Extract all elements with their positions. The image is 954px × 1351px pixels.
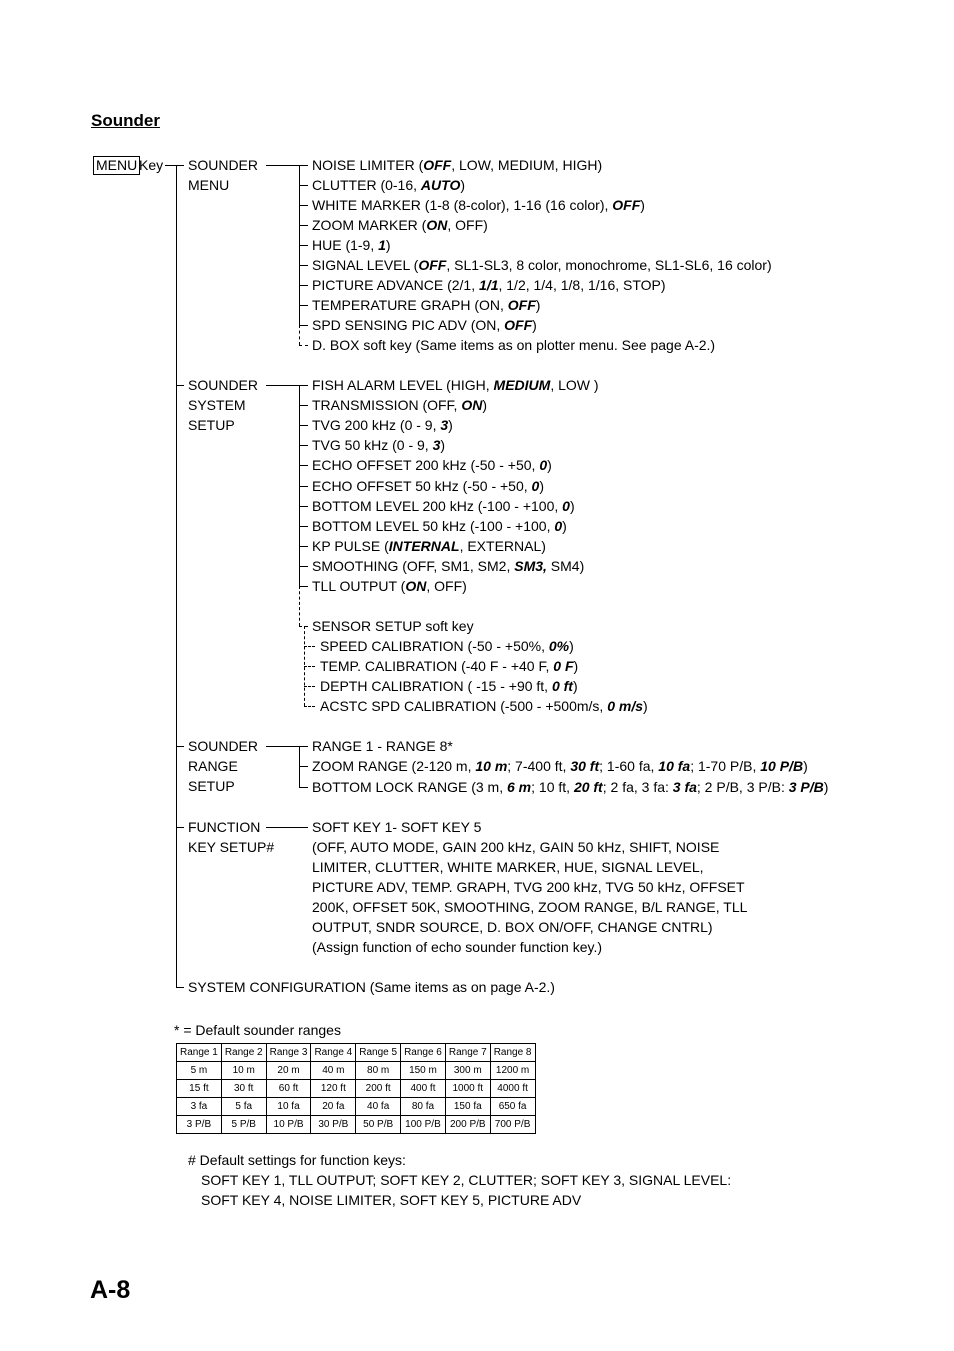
- ranges-header-cell: Range 6: [401, 1044, 446, 1062]
- system-setup-item: [312, 497, 575, 515]
- sounder-menu-item-default: AUTO: [420, 177, 461, 193]
- sounder-menu-item-text: HUE (1-9,: [312, 237, 379, 253]
- system-setup-item-text: TLL OUTPUT (: [312, 578, 406, 594]
- range-setup-label-line: SETUP: [188, 778, 235, 794]
- sensor-item: [320, 677, 578, 695]
- system-setup-tick: [299, 486, 308, 487]
- default-ranges-table: [176, 1043, 536, 1134]
- sounder-menu-tick: [299, 245, 308, 246]
- ranges-cell: 20 fa: [311, 1098, 356, 1116]
- system-setup-tick: [299, 425, 308, 426]
- function-key-connector: [266, 827, 308, 828]
- sensor-item-default: 0 F: [553, 658, 574, 674]
- function-note-line-2: SOFT KEY 4, NOISE LIMITER, SOFT KEY 5, PICTURE ADV: [201, 1192, 582, 1208]
- system-setup-item-text: ): [547, 457, 552, 474]
- ranges-row: [177, 1080, 536, 1098]
- bottom-lock-range-item-segment: ; 2 P/B, 3 P/B:: [696, 779, 789, 795]
- bottom-lock-range-item-segment: 3 P/B: [788, 779, 824, 795]
- branch-range-setup: [176, 746, 184, 747]
- bottom-lock-range-item: [312, 778, 828, 796]
- sounder-menu-item-text: TEMPERATURE GRAPH (ON,: [312, 297, 508, 313]
- zoom-range-item-segment: ; 1-70 P/B,: [690, 758, 761, 774]
- sounder-menu-item: [312, 156, 602, 174]
- system-setup-tick: [299, 546, 308, 547]
- system-setup-item-text: ): [539, 477, 544, 494]
- ranges-cell: 10 fa: [266, 1098, 311, 1116]
- system-setup-item-default: MEDIUM: [493, 377, 551, 393]
- range-tick: [299, 787, 308, 788]
- system-setup-dashed-trunk: [299, 586, 300, 626]
- ranges-row: [177, 1062, 536, 1080]
- system-setup-item-default: 0: [531, 477, 540, 494]
- function-key-line: 200K, OFFSET 50K, SMOOTHING, ZOOM RANGE, B/L RANGE, TLL: [312, 899, 748, 915]
- sounder-menu-tick: [299, 265, 308, 266]
- ranges-header-cell: Range 1: [177, 1044, 222, 1062]
- sensor-item: [320, 697, 648, 715]
- system-setup-tick: [299, 526, 308, 527]
- main-tree-trunk: [176, 165, 177, 987]
- ranges-header-cell: Range 4: [311, 1044, 356, 1062]
- system-setup-item-text: ECHO OFFSET 50 kHz (-50 - +50,: [312, 477, 532, 494]
- zoom-range-item-segment: 30 ft: [570, 758, 600, 774]
- sounder-menu-item-default: OFF: [423, 157, 452, 173]
- sensor-tick: [304, 646, 315, 647]
- ranges-header-row: [177, 1044, 536, 1062]
- bottom-lock-range-item-segment: 20 ft: [573, 779, 603, 795]
- ranges-cell: 3 fa: [177, 1098, 222, 1116]
- system-setup-item-text: SM4): [546, 557, 585, 574]
- sounder-menu-item-text: WHITE MARKER (1-8 (8-color), 1-16 (16 color),: [312, 197, 613, 213]
- ranges-cell: 100 P/B: [401, 1116, 446, 1134]
- ranges-header-cell: Range 2: [221, 1044, 266, 1062]
- sounder-menu-item-default: OFF: [612, 197, 641, 213]
- branch-system-config: [176, 987, 184, 988]
- ranges-cell: 300 m: [445, 1062, 490, 1080]
- sounder-menu-tick: [299, 185, 308, 186]
- system-setup-tick: [299, 506, 308, 507]
- system-setup-item-text: ): [440, 437, 446, 454]
- system-setup-item-text: TVG 200 kHz (0 - 9,: [312, 417, 441, 434]
- range-setup-label-line: RANGE: [188, 758, 238, 774]
- ranges-cell: 5 P/B: [221, 1116, 266, 1134]
- function-key-label-line: FUNCTION: [188, 819, 261, 835]
- sounder-menu-item-text: ZOOM MARKER (: [312, 217, 427, 233]
- range-tick: [299, 766, 308, 767]
- sounder-menu-item: [312, 316, 537, 334]
- system-setup-item-text: ): [569, 497, 575, 514]
- ranges-cell: 120 ft: [311, 1080, 356, 1098]
- zoom-range-item-segment: ZOOM RANGE (2-120 m,: [312, 758, 476, 774]
- ranges-cell: 1000 ft: [445, 1080, 490, 1098]
- menu-key-suffix: Key: [139, 157, 164, 173]
- ranges-cell: 80 m: [356, 1062, 401, 1080]
- system-setup-item-text: SMOOTHING (OFF, SM1, SM2,: [312, 557, 515, 574]
- sounder-menu-item-text: PICTURE ADVANCE (2/1,: [312, 277, 480, 293]
- page-number: A-8: [90, 1276, 131, 1304]
- system-setup-label-line: SYSTEM: [188, 397, 246, 413]
- ranges-cell: 20 m: [266, 1062, 311, 1080]
- sounder-menu-label-line: SOUNDER: [188, 157, 259, 173]
- system-setup-item-text: TVG 50 kHz (0 - 9,: [312, 437, 433, 454]
- ranges-cell: 700 P/B: [490, 1116, 535, 1134]
- system-setup-item-text: ECHO OFFSET 200 kHz (-50 - +50,: [312, 457, 540, 474]
- sensor-item-default: 0 ft: [551, 678, 573, 694]
- sounder-menu-item: [312, 296, 540, 314]
- sounder-menu-tick: [299, 305, 308, 306]
- sensor-item-text: ): [569, 638, 574, 654]
- sensor-setup-title: SENSOR SETUP soft key: [312, 618, 474, 634]
- sensor-tick: [304, 706, 315, 707]
- bottom-lock-range-item-segment: ): [823, 779, 829, 795]
- zoom-range-item-segment: ; 1-60 fa,: [599, 758, 659, 774]
- system-setup-item-default: 3: [440, 417, 449, 434]
- sensor-item-text: ): [643, 698, 648, 714]
- system-setup-item-text: , OFF): [426, 578, 467, 594]
- sounder-menu-tick: [299, 345, 308, 346]
- sounder-menu-item-text: ): [460, 177, 466, 193]
- sounder-menu-item-text: ): [535, 297, 541, 313]
- branch-system-setup: [176, 385, 184, 386]
- sensor-item: [320, 637, 574, 655]
- ranges-cell: 3 P/B: [177, 1116, 222, 1134]
- sounder-menu-item: [312, 336, 715, 354]
- sounder-menu-item-text: ): [532, 317, 537, 333]
- ranges-cell: 1200 m: [490, 1062, 535, 1080]
- sensor-tick: [304, 686, 315, 687]
- system-setup-item-default: ON: [405, 578, 427, 594]
- system-setup-tick: [299, 445, 308, 446]
- system-setup-item-text: , EXTERNAL): [459, 537, 546, 554]
- ranges-cell: 40 m: [311, 1062, 356, 1080]
- range-item: RANGE 1 - RANGE 8*: [312, 738, 453, 754]
- sensor-item-text: DEPTH CALIBRATION ( -15 - +90 ft,: [320, 678, 552, 694]
- sounder-menu-item-text: NOISE LIMITER (: [312, 157, 424, 173]
- system-setup-tick: [299, 465, 308, 466]
- sensor-tick: [304, 666, 315, 667]
- range-setup-label-line: SOUNDER: [188, 738, 259, 754]
- system-setup-item-default: INTERNAL: [388, 537, 460, 554]
- sounder-menu-item: [312, 196, 645, 214]
- section-title: Sounder: [91, 111, 160, 130]
- ranges-row: [177, 1116, 536, 1134]
- sounder-menu-item-default: OFF: [507, 297, 536, 313]
- system-setup-item: [312, 376, 599, 394]
- sounder-menu-tick: [299, 165, 308, 166]
- sounder-menu-item-default: ON: [426, 217, 448, 233]
- sounder-menu-item: [312, 176, 465, 194]
- system-setup-item-text: BOTTOM LEVEL 50 kHz (-100 - +100,: [312, 517, 555, 534]
- ranges-cell: 650 fa: [490, 1098, 535, 1116]
- system-setup-item-text: KP PULSE (: [312, 537, 389, 554]
- zoom-range-item-segment: 10 P/B: [760, 758, 804, 774]
- sounder-menu-item: [312, 276, 666, 294]
- sensor-item-text: TEMP. CALIBRATION (-40 F - +40 F,: [320, 658, 554, 674]
- sounder-menu-item-text: SIGNAL LEVEL (: [312, 257, 419, 273]
- sounder-menu-item-text: ): [385, 237, 391, 253]
- sounder-menu-item-text: ): [640, 197, 645, 213]
- sounder-menu-item-text: , SL1-SL3, 8 color, monochrome, SL1-SL6, 16 color): [446, 257, 772, 273]
- ranges-cell: 10 m: [221, 1062, 266, 1080]
- sounder-menu-dashed-trunk: [299, 325, 300, 345]
- ranges-header-cell: Range 7: [445, 1044, 490, 1062]
- ranges-cell: 4000 ft: [490, 1080, 535, 1098]
- zoom-range-item-segment: 10 m: [475, 758, 508, 774]
- branch-function-key: [176, 827, 184, 828]
- sounder-menu-item-text: , 1/2, 1/4, 1/8, 1/16, STOP): [498, 277, 666, 293]
- system-setup-item: [312, 456, 552, 474]
- ranges-cell: 30 ft: [221, 1080, 266, 1098]
- zoom-range-item-segment: ; 7-400 ft,: [507, 758, 571, 774]
- function-note-title: # Default settings for function keys:: [188, 1152, 406, 1168]
- sensor-item-text: SPEED CALIBRATION (-50 - +50%,: [320, 638, 549, 654]
- function-key-line: PICTURE ADV, TEMP. GRAPH, TVG 200 kHz, TVG 50 kHz, OFFSET: [312, 879, 745, 895]
- system-setup-item: [312, 416, 453, 434]
- zoom-range-item-segment: 10 fa: [658, 758, 691, 774]
- system-setup-item: [312, 557, 584, 575]
- bottom-lock-range-item-segment: ; 10 ft,: [531, 779, 574, 795]
- sensor-item-default: 0%: [548, 638, 570, 654]
- system-setup-item-default: 0: [539, 457, 548, 474]
- system-setup-item-default: 3: [432, 437, 441, 454]
- ranges-cell: 15 ft: [177, 1080, 222, 1098]
- ranges-cell: 80 fa: [401, 1098, 446, 1116]
- system-setup-tick: [299, 385, 308, 386]
- sounder-menu-label-line: MENU: [188, 177, 230, 193]
- ranges-cell: 10 P/B: [266, 1116, 311, 1134]
- sounder-menu-item: [312, 256, 772, 274]
- system-setup-item-text: TRANSMISSION (OFF,: [312, 397, 462, 414]
- ranges-cell: 60 ft: [266, 1080, 311, 1098]
- sounder-menu-tick: [299, 205, 308, 206]
- sensor-item-text: ): [573, 658, 579, 674]
- bottom-lock-range-item-segment: 6 m: [507, 779, 532, 795]
- sounder-menu-tick: [299, 225, 308, 226]
- function-key-line: (OFF, AUTO MODE, GAIN 200 kHz, GAIN 50 kHz, SHIFT, NOISE: [312, 839, 720, 855]
- ranges-cell: 40 fa: [356, 1098, 401, 1116]
- ranges-cell: 200 P/B: [445, 1116, 490, 1134]
- system-setup-item-text: , LOW ): [550, 377, 599, 393]
- bottom-lock-range-item-segment: ; 2 fa, 3 fa:: [602, 779, 673, 795]
- ranges-header-cell: Range 5: [356, 1044, 401, 1062]
- sounder-menu-item-text: , LOW, MEDIUM, HIGH): [451, 157, 603, 173]
- system-setup-item-text: ): [448, 417, 453, 434]
- sounder-menu-tick: [299, 325, 308, 326]
- sounder-menu-item: [312, 216, 488, 234]
- system-setup-item-default: 0: [554, 517, 563, 534]
- system-setup-label-line: SOUNDER: [188, 377, 259, 393]
- sounder-menu-item-default: OFF: [504, 317, 533, 333]
- function-key-line: OUTPUT, SNDR SOURCE, D. BOX ON/OFF, CHANGE CNTRL): [312, 919, 713, 935]
- sensor-item-text: ACSTC SPD CALIBRATION (-500 - +500m/s,: [320, 698, 608, 714]
- system-setup-label-line: SETUP: [188, 417, 235, 433]
- system-setup-item: [312, 537, 546, 555]
- zoom-range-item: [312, 757, 808, 775]
- function-key-line: (Assign function of echo sounder function key.): [312, 939, 603, 955]
- branch-sounder-menu: [176, 165, 184, 166]
- sounder-menu-item-default: OFF: [418, 257, 447, 273]
- system-setup-item-text: FISH ALARM LEVEL (HIGH,: [312, 377, 494, 393]
- function-key-label-line: KEY SETUP#: [188, 839, 275, 855]
- system-setup-item-text: ): [562, 517, 567, 534]
- ranges-cell: 30 P/B: [311, 1116, 356, 1134]
- menu-key-box: MENU: [93, 156, 140, 175]
- system-setup-item-default: ON: [461, 397, 483, 414]
- ranges-cell: 5 m: [177, 1062, 222, 1080]
- sounder-menu-item-text: D. BOX soft key (Same items as on plotter menu. See page A-2.): [312, 337, 716, 353]
- system-setup-item-text: ): [482, 397, 488, 414]
- system-setup-item: [312, 577, 467, 595]
- zoom-range-item-segment: ): [803, 758, 808, 774]
- system-setup-item: [312, 517, 567, 535]
- range-setup-connector: [266, 746, 308, 747]
- system-setup-tick: [299, 566, 308, 567]
- system-setup-item: [312, 477, 544, 495]
- sounder-menu-tick: [299, 285, 308, 286]
- sounder-menu-item-default: 1/1: [479, 277, 499, 293]
- ranges-cell: 200 ft: [356, 1080, 401, 1098]
- ranges-cell: 50 P/B: [356, 1116, 401, 1134]
- ranges-header-cell: Range 8: [490, 1044, 535, 1062]
- system-setup-item-text: BOTTOM LEVEL 200 kHz (-100 - +100,: [312, 497, 563, 514]
- bottom-lock-range-item-segment: 3 fa: [672, 779, 697, 795]
- bottom-lock-range-item-segment: BOTTOM LOCK RANGE (3 m,: [312, 779, 507, 795]
- ranges-cell: 5 fa: [221, 1098, 266, 1116]
- system-setup-item: [312, 396, 487, 414]
- function-key-line: LIMITER, CLUTTER, WHITE MARKER, HUE, SIGNAL LEVEL,: [312, 859, 704, 875]
- system-setup-item-default: SM3,: [514, 557, 547, 574]
- ranges-note: * = Default sounder ranges: [174, 1022, 341, 1038]
- function-note-line-1: SOFT KEY 1, TLL OUTPUT; SOFT KEY 2, CLUTTER; SOFT KEY 3, SIGNAL LEVEL:: [201, 1172, 732, 1188]
- ranges-row: [177, 1098, 536, 1116]
- sensor-item: [320, 657, 578, 675]
- sounder-menu-item-text: SPD SENSING PIC ADV (ON,: [312, 317, 505, 333]
- sounder-menu-item-default: 1: [378, 237, 386, 253]
- sounder-menu-item-text: , OFF): [447, 217, 488, 233]
- ranges-cell: 150 fa: [445, 1098, 490, 1116]
- sounder-menu-item: [312, 236, 391, 254]
- function-key-line: SOFT KEY 1- SOFT KEY 5: [312, 819, 482, 835]
- ranges-cell: 400 ft: [401, 1080, 446, 1098]
- ranges-cell: 150 m: [401, 1062, 446, 1080]
- system-configuration-item: SYSTEM CONFIGURATION (Same items as on page A-2.): [188, 979, 555, 995]
- system-setup-tick: [299, 586, 308, 587]
- system-setup-item-default: 0: [562, 497, 570, 514]
- system-setup-tick: [299, 405, 308, 406]
- system-setup-item: [312, 436, 445, 454]
- sounder-menu-item-text: CLUTTER (0-16,: [312, 177, 421, 193]
- sensor-item-default: 0 m/s: [607, 698, 644, 714]
- ranges-header-cell: Range 3: [266, 1044, 311, 1062]
- sensor-item-text: ): [572, 678, 578, 694]
- sensor-title-tick: [299, 626, 308, 627]
